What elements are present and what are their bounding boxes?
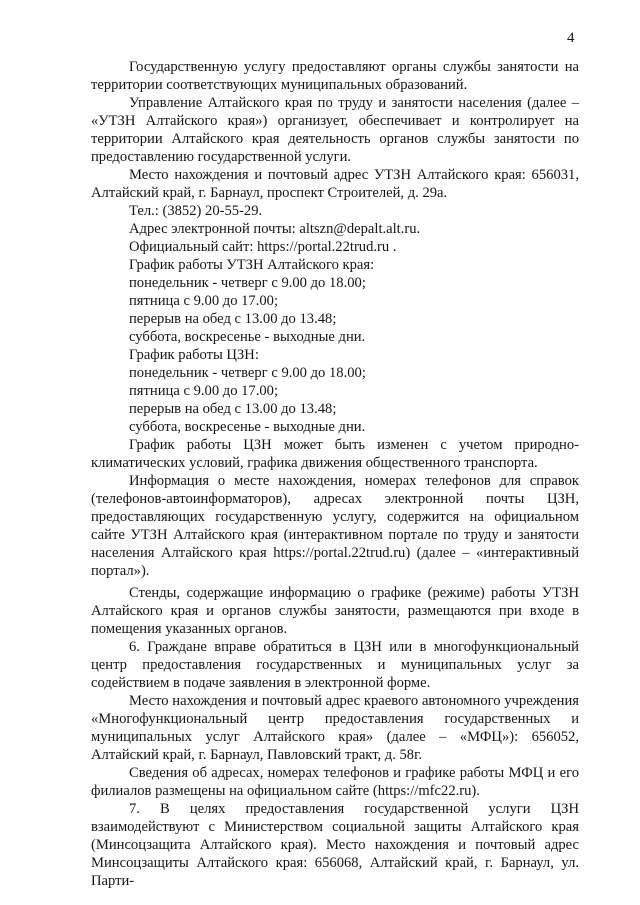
paragraph: Место нахождения и почтовый адрес краевого автономного учреждения «Многофункциональный центр предоставления государственных и муниципальных услуг Алтайского края» (далее – «МФЦ»): 656052, Алтайский край, г. Барнаул, Павловский тракт, д. 58г. [91, 693, 579, 763]
paragraph: Государственную услугу предоставляют органы службы занятости на территории соответствующих муниципальных образований. [91, 59, 579, 93]
paragraph: 6. Граждане вправе обратиться в ЦЗН или в многофункциональный центр предоставления государственных и муниципальных услуг за содействием в подаче заявления в электронной форме. [91, 639, 579, 691]
paragraph: Место нахождения и почтовый адрес УТЗН Алтайского края: 656031, Алтайский край, г. Барнаул, проспект Строителей, д. 29а. [91, 167, 579, 201]
document-body [91, 58, 579, 890]
schedule-heading: График работы ЦЗН: [129, 347, 259, 363]
contact-line: Адрес электронной почты: altszn@depalt.alt.ru. [129, 221, 421, 237]
contact-line: Официальный сайт: https://portal.22trud.ru . [129, 239, 397, 255]
paragraph: График работы ЦЗН может быть изменен с учетом природно-климатических условий, графика движения общественного транспорта. [91, 437, 579, 471]
schedule-heading: График работы УТЗН Алтайского края: [129, 257, 375, 273]
schedule-line: пятница с 9.00 до 17.00; [129, 293, 279, 309]
schedule-line: перерыв на обед с 13.00 до 13.48; [129, 401, 337, 417]
schedule-line: перерыв на обед с 13.00 до 13.48; [129, 311, 337, 327]
schedule-line: суббота, воскресенье - выходные дни. [129, 419, 366, 435]
contact-line: Тел.: (3852) 20-55-29. [129, 203, 263, 219]
paragraph: Сведения об адресах, номерах телефонов и графике работы МФЦ и его филиалов размещены на официальном сайте (https://mfc22.ru). [91, 765, 579, 799]
paragraph: Информация о месте нахождения, номерах телефонов для справок (телефонов-автоинформаторов), адресах электронной почты ЦЗН, предоставляющих государственную услугу, содержится на официальном сайте УТЗН Алтайского края (интерактивном портале по труду и занятости населения Алтайского края https://portal.22trud.ru) (далее – «интерактивный портал»). [91, 473, 579, 579]
paragraph: Стенды, содержащие информацию о графике (режиме) работы УТЗН Алтайского края и органов службы занятости, размещаются при входе в помещения указанных органов. [91, 585, 579, 637]
page-number: 4 [567, 30, 575, 46]
paragraph: 7. В целях предоставления государственной услуги ЦЗН взаимодействуют с Министерством социальной защиты Алтайского края (Минсоцзащита Алтайского края). Место нахождения и почтовый адрес Минсоцзащиты Алтайского края: 656068, Алтайский край, г. Барнаул, ул. Парти- [91, 801, 579, 889]
schedule-line: суббота, воскресенье - выходные дни. [129, 329, 366, 345]
schedule-line: понедельник - четверг с 9.00 до 18.00; [129, 365, 366, 381]
paragraph: Управление Алтайского края по труду и занятости населения (далее – «УТЗН Алтайского края») организует, обеспечивает и контролирует на территории Алтайского края деятельность органов службы занятости по предоставлению государственной услуги. [91, 95, 579, 165]
schedule-line: понедельник - четверг с 9.00 до 18.00; [129, 275, 366, 291]
schedule-line: пятница с 9.00 до 17.00; [129, 383, 279, 399]
